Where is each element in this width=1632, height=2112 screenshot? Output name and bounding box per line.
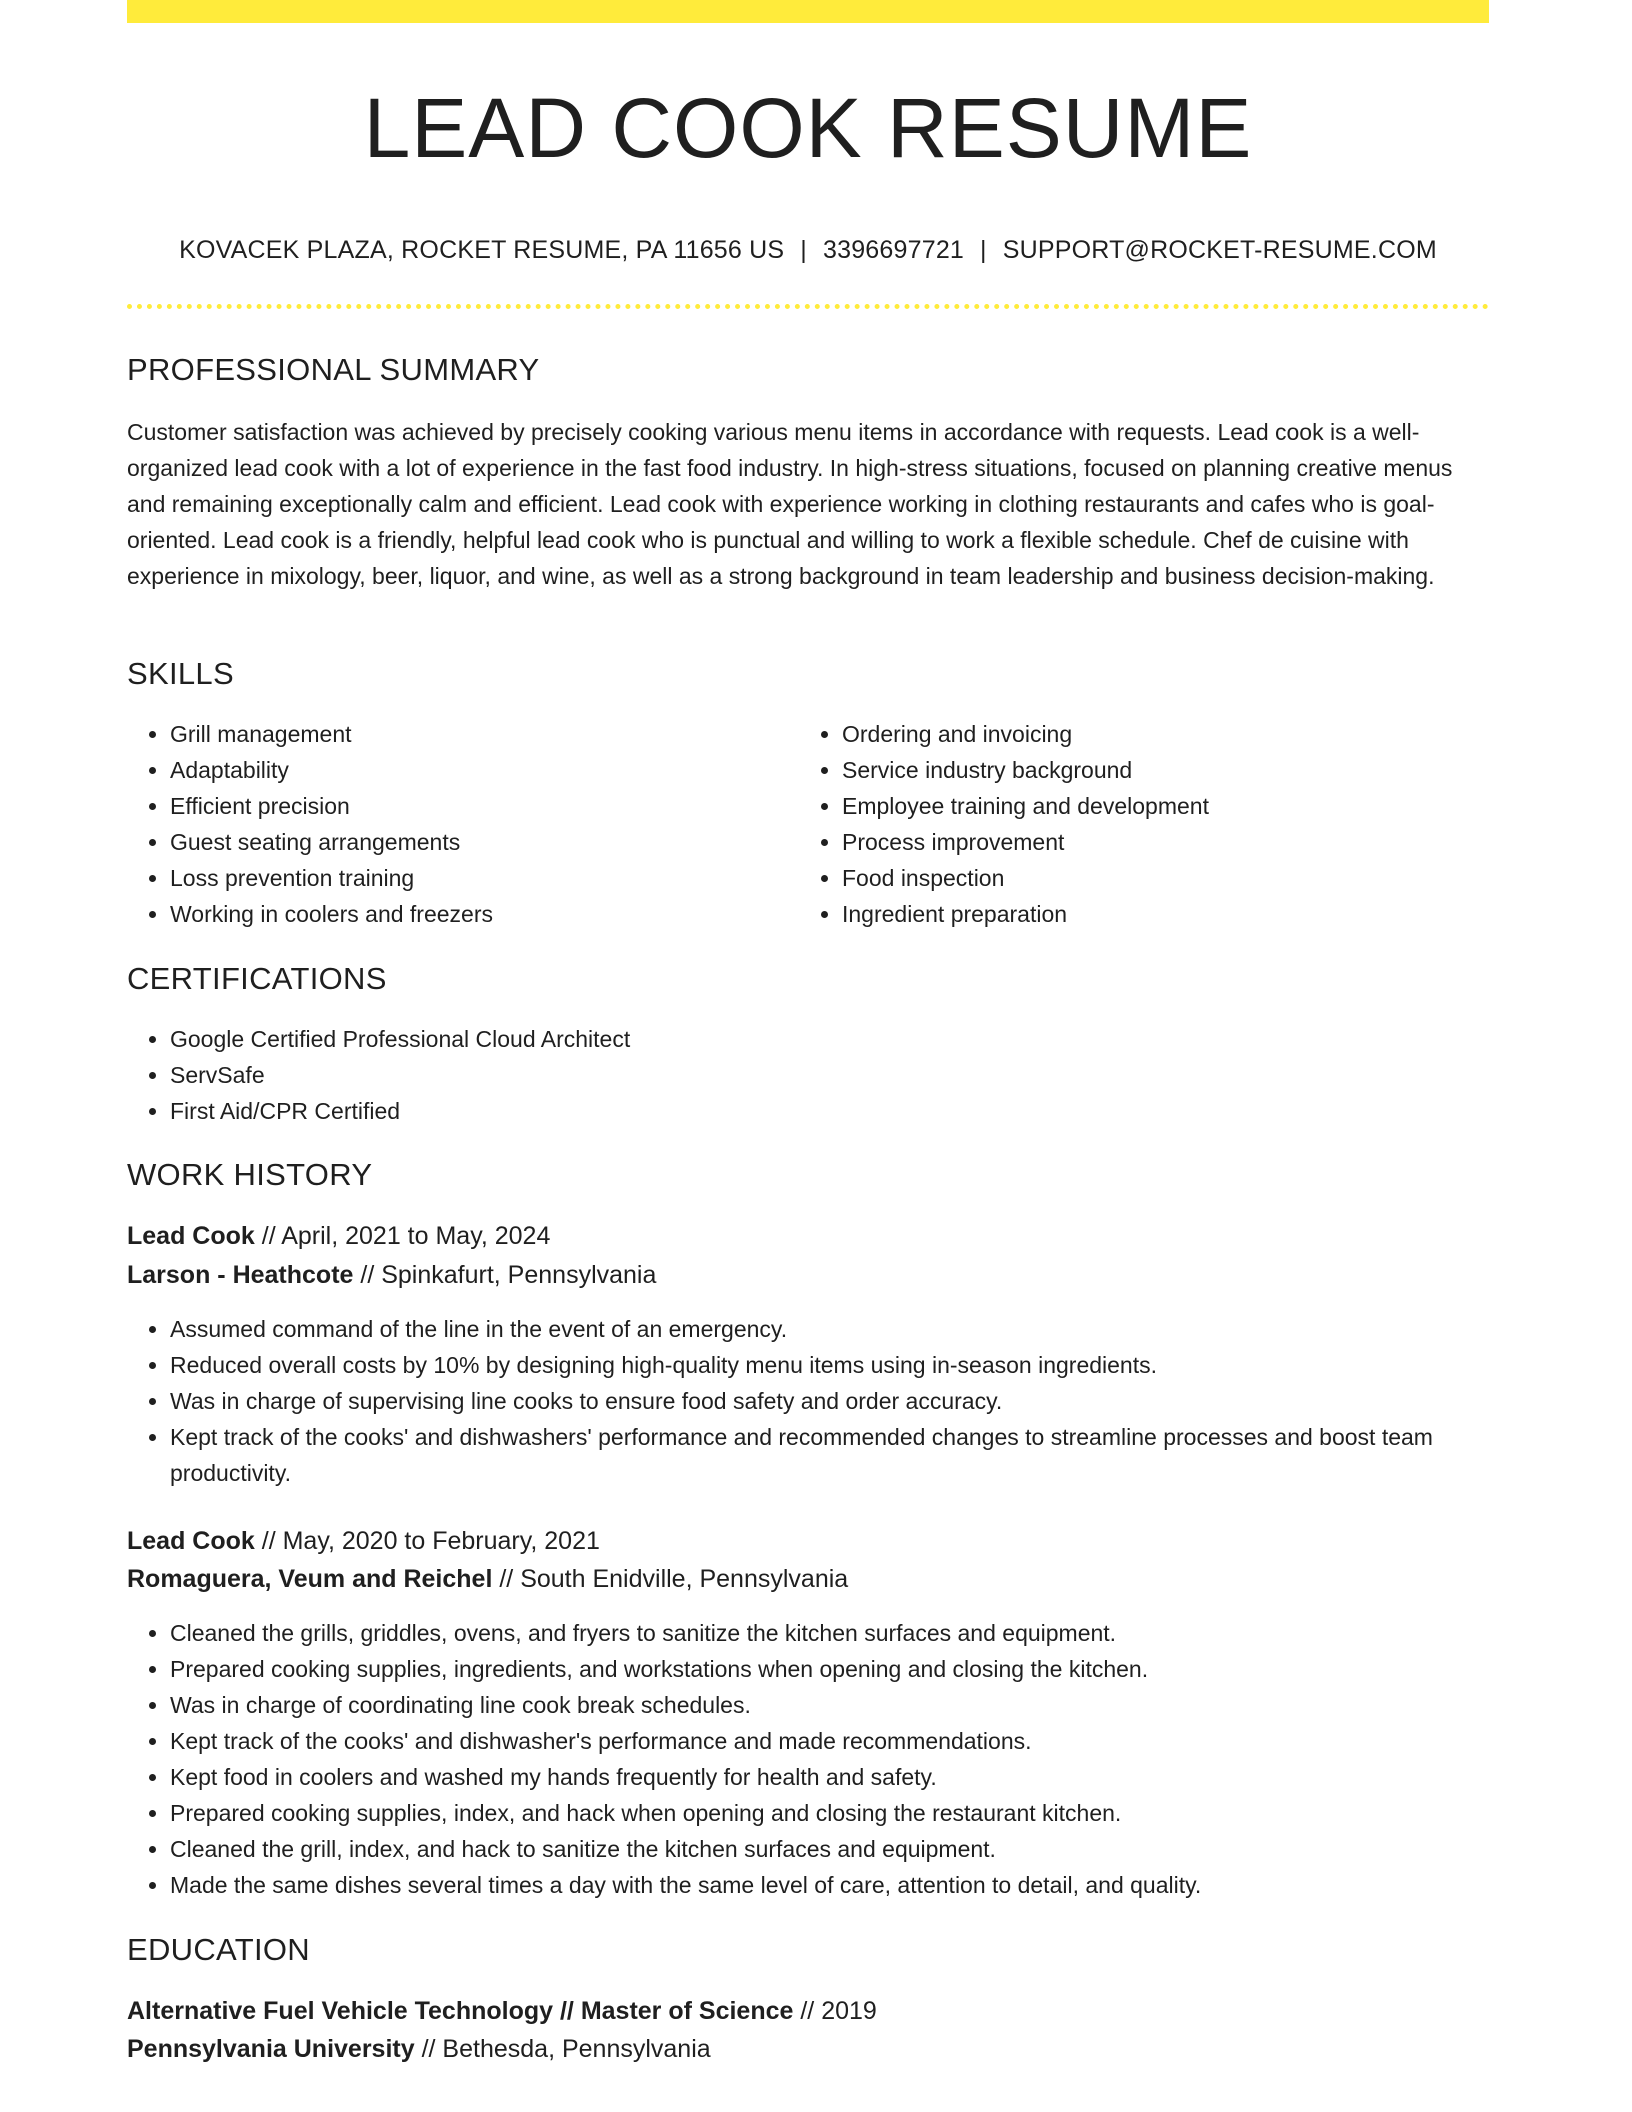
job-location: // South Enidville, Pennsylvania bbox=[499, 1565, 849, 1593]
education-degree-line bbox=[127, 1992, 877, 2030]
job-dates: // May, 2020 to February, 2021 bbox=[261, 1527, 600, 1555]
list-item: • Kept food in coolers and washed my hands frequently for health and safety. bbox=[170, 1759, 1489, 1795]
job-title-line bbox=[127, 1217, 550, 1255]
skills-list-left bbox=[127, 716, 790, 932]
job-title-line bbox=[127, 1522, 600, 1560]
education-location: // Bethesda, Pennsylvania bbox=[421, 2035, 711, 2063]
skills-heading: SKILLS bbox=[127, 656, 234, 691]
list-item: • Reduced overall costs by 10% by designing high-quality menu items using in-season ingredients. bbox=[170, 1347, 1489, 1383]
list-item: • Prepared cooking supplies, index, and hack when opening and closing the restaurant kitchen. bbox=[170, 1795, 1489, 1831]
job-company-line bbox=[127, 1560, 848, 1598]
education-degree: Alternative Fuel Vehicle Technology // Master of Science bbox=[127, 1997, 794, 2025]
list-item: • Ingredient preparation bbox=[842, 896, 1522, 932]
job-location: // Spinkafurt, Pennsylvania bbox=[360, 1261, 657, 1289]
list-item: • Service industry background bbox=[842, 752, 1522, 788]
job-company: Larson - Heathcote bbox=[127, 1261, 354, 1289]
email: SUPPORT@ROCKET-RESUME.COM bbox=[1002, 236, 1437, 264]
list-item: • Kept track of the cooks' and dishwashers' performance and recommended changes to streamline processes and boost team productivity. bbox=[170, 1419, 1489, 1491]
list-item: • Ordering and invoicing bbox=[842, 716, 1522, 752]
job-dates: // April, 2021 to May, 2024 bbox=[261, 1222, 551, 1250]
resume-title: LEAD COOK RESUME bbox=[363, 81, 1253, 175]
dotted-divider bbox=[127, 304, 1489, 309]
summary-heading: PROFESSIONAL SUMMARY bbox=[127, 352, 540, 387]
list-item: • Was in charge of coordinating line cook break schedules. bbox=[170, 1687, 1489, 1723]
list-item: • Process improvement bbox=[842, 824, 1522, 860]
education-heading: EDUCATION bbox=[127, 1932, 310, 1967]
list-item: • Loss prevention training bbox=[170, 860, 790, 896]
list-item: • Made the same dishes several times a day with the same level of care, attention to detail, and quality. bbox=[170, 1867, 1489, 1903]
list-item: • ServSafe bbox=[170, 1057, 1470, 1093]
list-item: • Efficient precision bbox=[170, 788, 790, 824]
list-item: • Prepared cooking supplies, ingredients, and workstations when opening and closing the kitchen. bbox=[170, 1651, 1489, 1687]
list-item: • Grill management bbox=[170, 716, 790, 752]
list-item: • Adaptability bbox=[170, 752, 790, 788]
contact-line bbox=[127, 236, 1489, 265]
summary-text: Customer satisfaction was achieved by precisely cooking various menu items in accordance with requests. Lead cook is a well-organized lead cook with a lot of experience in the fast food industry. In high-stress situations, focused on planning creative menus and remaining exceptionally calm and efficient. Lead cook with experience working in clothing restaurants and cafes who is goal-oriented. Lead cook is a friendly, helpful lead cook who is punctual and willing to work a flexible schedule. Chef de cuisine with experience in mixology, beer, liquor, and wine, as well as a strong background in team leadership and business decision-making. bbox=[127, 419, 1453, 589]
job-bullets bbox=[127, 1615, 1489, 1903]
phone: 3396697721 bbox=[823, 236, 965, 264]
job-role: Lead Cook bbox=[127, 1222, 255, 1250]
education-year: // 2019 bbox=[800, 1997, 877, 2025]
list-item: • Working in coolers and freezers bbox=[170, 896, 790, 932]
contact-separator: | bbox=[980, 236, 987, 264]
list-item: • Cleaned the grill, index, and hack to sanitize the kitchen surfaces and equipment. bbox=[170, 1831, 1489, 1867]
list-item: • Was in charge of supervising line cooks to ensure food safety and order accuracy. bbox=[170, 1383, 1489, 1419]
job-company: Romaguera, Veum and Reichel bbox=[127, 1565, 493, 1593]
job-role: Lead Cook bbox=[127, 1527, 255, 1555]
education-school: Pennsylvania University bbox=[127, 2035, 415, 2063]
address: KOVACEK PLAZA, ROCKET RESUME, PA 11656 US bbox=[179, 236, 785, 264]
list-item: • Food inspection bbox=[842, 860, 1522, 896]
list-item: • First Aid/CPR Certified bbox=[170, 1093, 1470, 1129]
certifications-list bbox=[127, 1021, 1470, 1129]
list-item: • Assumed command of the line in the event of an emergency. bbox=[170, 1311, 1489, 1347]
work-history-heading: WORK HISTORY bbox=[127, 1157, 373, 1192]
accent-bar bbox=[127, 0, 1489, 23]
contact-separator: | bbox=[800, 236, 807, 264]
education-school-line bbox=[127, 2030, 711, 2068]
job-bullets bbox=[127, 1311, 1489, 1491]
job-company-line bbox=[127, 1256, 656, 1294]
list-item: • Guest seating arrangements bbox=[170, 824, 790, 860]
list-item: • Google Certified Professional Cloud Architect bbox=[170, 1021, 1470, 1057]
list-item: • Cleaned the grills, griddles, ovens, and fryers to sanitize the kitchen surfaces and equipment. bbox=[170, 1615, 1489, 1651]
skills-list-right bbox=[799, 716, 1522, 932]
certifications-heading: CERTIFICATIONS bbox=[127, 961, 387, 996]
list-item: • Kept track of the cooks' and dishwasher's performance and made recommendations. bbox=[170, 1723, 1489, 1759]
list-item: • Employee training and development bbox=[842, 788, 1522, 824]
